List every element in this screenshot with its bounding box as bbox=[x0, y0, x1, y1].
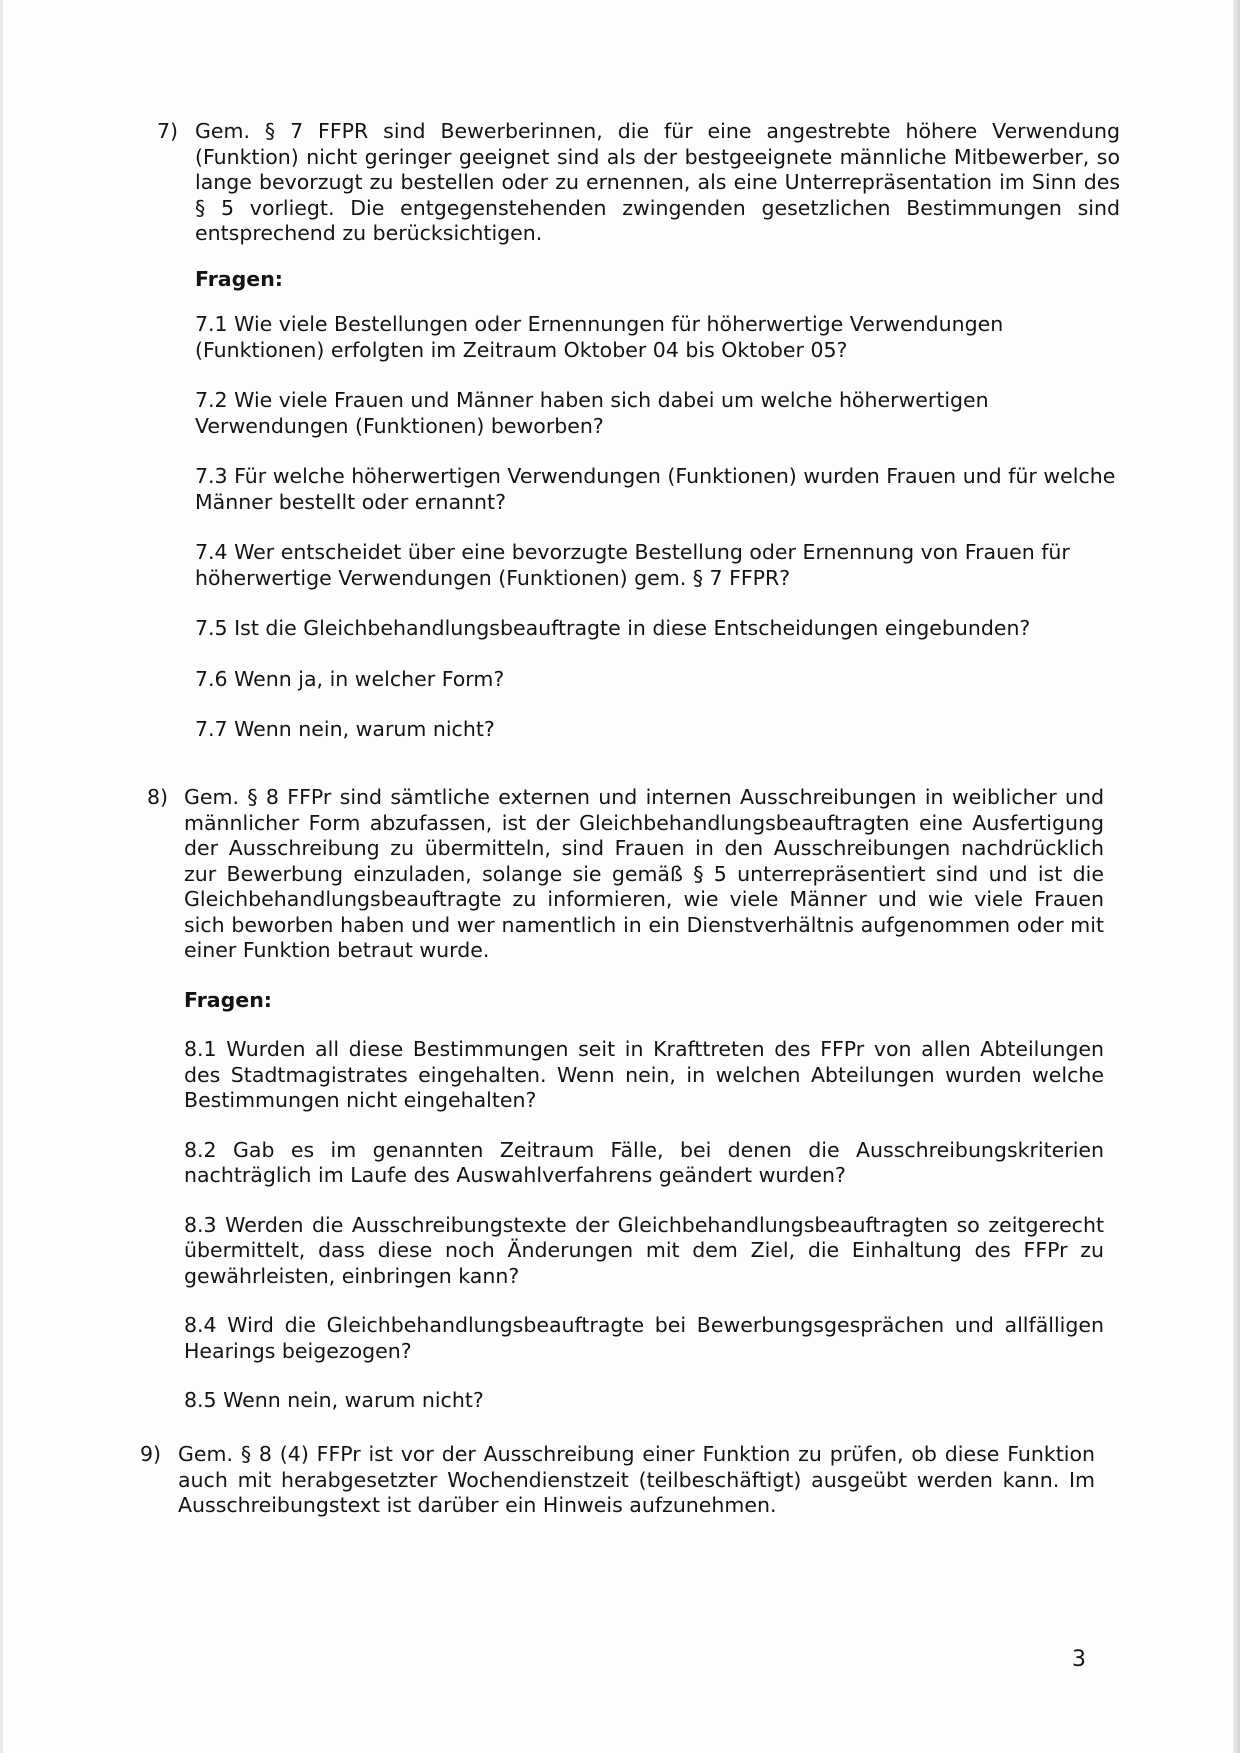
section-8-number: 8) bbox=[147, 785, 169, 809]
section-8-questions-heading: Fragen: bbox=[184, 987, 273, 1012]
scan-edge-right bbox=[1233, 0, 1240, 1753]
question-7-7: 7.7 Wenn nein, warum nicht? bbox=[195, 717, 495, 741]
section-8 bbox=[147, 785, 1104, 1414]
scan-edge-left bbox=[0, 0, 3, 1753]
question-8-2: 8.2 Gab es im genannten Zeitraum Fälle, bei denen die Ausschreibungskriterien nachträglich im Laufe des Auswahlverfahrens geändert wurden? bbox=[184, 1137, 1104, 1187]
question-7-4: 7.4 Wer entscheidet über eine bevorzugte Bestellung oder Ernennung von Frauen für höherwertige Verwendungen (Funktionen) gem. § 7 FFPR? bbox=[195, 540, 1070, 590]
section-7-intro: Gem. § 7 FFPR sind Bewerberinnen, die für eine angestrebte höhere Verwendung (Funktion) nicht geringer geeignet sind als der bestgeeignete männliche Mitbewerber, so lange bevorzugt zu bestellen oder zu ernennen, als eine Unterrepräsentation im Sinn des § 5 vorliegt. Die entgegenstehenden zwingenden gesetzlichen Bestimmungen sind entsprechend zu berücksichtigen. bbox=[195, 119, 1120, 245]
section-7-questions-heading: Fragen: bbox=[195, 266, 284, 291]
question-7-1: 7.1 Wie viele Bestellungen oder Ernennungen für höherwertige Verwendungen (Funktionen) erfolgten im Zeitraum Oktober 04 bis Oktober 05? bbox=[195, 312, 1004, 362]
question-8-5: 8.5 Wenn nein, warum nicht? bbox=[184, 1388, 484, 1412]
question-7-6: 7.6 Wenn ja, in welcher Form? bbox=[195, 666, 505, 691]
section-9-number: 9) bbox=[140, 1442, 162, 1466]
question-8-3: 8.3 Werden die Ausschreibungstexte der Gleichbehandlungsbeauftragten so zeitgerecht übermittelt, dass diese noch Änderungen mit dem Ziel, die Einhaltung des FFPr zu gewährleisten, einbringen kann? bbox=[184, 1212, 1104, 1288]
question-8-1: 8.1 Wurden all diese Bestimmungen seit in Krafttreten des FFPr von allen Abteilungen des Stadtmagistrates eingehalten. Wenn nein, in welchen Abteilungen wurden welche Bestimmungen nicht eingehalten? bbox=[184, 1037, 1104, 1112]
question-8-4: 8.4 Wird die Gleichbehandlungsbeauftragte bei Bewerbungsgesprächen und allfälligen Hearings beigezogen? bbox=[184, 1313, 1104, 1363]
question-7-5: 7.5 Ist die Gleichbehandlungsbeauftragte in diese Entscheidungen eingebunden? bbox=[195, 616, 1031, 640]
question-7-3: 7.3 Für welche höherwertigen Verwendungen (Funktionen) wurden Frauen und für welche Männer bestellt oder ernannt? bbox=[195, 464, 1116, 514]
section-8-intro: Gem. § 8 FFPr sind sämtliche externen und internen Ausschreibungen in weiblicher und männlicher Form abzufassen, ist der Gleichbehandlungsbeauftragten eine Ausfertigung der Ausschreibung zu übermitteln, sind Frauen in den Ausschreibungen nachdrücklich zur Bewerbung einzuladen, solange sie gemäß § 5 unterrepräsentiert sind und ist die Gleichbehandlungsbeauftragte zu informieren, wie viele Männer und wie viele Frauen sich beworben haben und wer namentlich in ein Dienstverhältnis aufgenommen oder mit einer Funktion betraut wurde. bbox=[184, 785, 1104, 962]
section-9-intro: Gem. § 8 (4) FFPr ist vor der Ausschreibung einer Funktion zu prüfen, ob diese Funktion auch mit herabgesetzter Wochendienstzeit (teilbeschäftigt) ausgeübt werden kann. Im Ausschreibungstext ist darüber ein Hinweis aufzunehmen. bbox=[178, 1442, 1095, 1517]
question-7-2: 7.2 Wie viele Frauen und Männer haben sich dabei um welche höherwertigen Verwendungen (Funktionen) beworben? bbox=[195, 388, 989, 438]
page-number: 3 bbox=[1072, 1647, 1086, 1672]
section-7 bbox=[157, 119, 1120, 743]
section-7-number: 7) bbox=[157, 119, 179, 143]
section-9 bbox=[140, 1442, 1095, 1519]
